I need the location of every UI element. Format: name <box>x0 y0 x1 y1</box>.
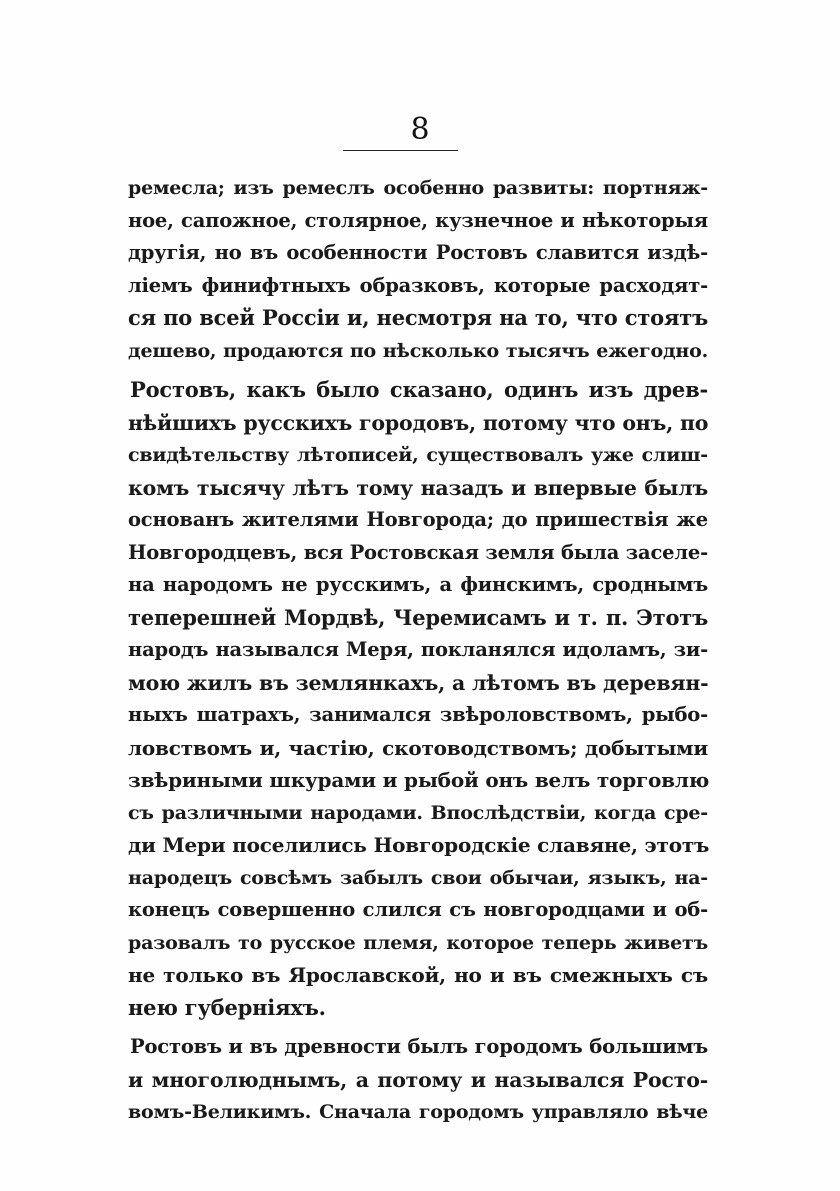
text-line: ныхъ шатрахъ, занимался звѣроловствомъ, рыбо- <box>128 703 708 726</box>
text-line: свидѣтельству лѣтописей, существовалъ уже слиш- <box>128 444 708 466</box>
text-line: конецъ совершенно слился съ новгородцами и об- <box>128 898 708 921</box>
text-line: и многолюднымъ, а потому и назывался Росто- <box>128 1067 708 1092</box>
text-line: вомъ-Великимъ. Сначала городомъ управляло вѣче <box>128 1101 708 1123</box>
text-line: на народомъ не русскимъ, а финскимъ, сроднымъ <box>128 573 708 596</box>
text-line: другія, но въ особенности Ростовъ славится издѣ- <box>128 241 708 264</box>
body-text <box>128 172 708 1129</box>
paragraph-gap <box>128 367 708 374</box>
text-line: ловствомъ и, частію, скотоводствомъ; добытыми <box>128 735 708 760</box>
text-line: народъ назывался Меря, покланялся идоламъ, зи- <box>128 638 708 661</box>
text-line: комъ тысячу лѣтъ тому назадъ и впервые былъ <box>128 475 708 500</box>
text-line: Ростовъ и въ древности былъ городомъ большимъ <box>130 1035 708 1058</box>
text-line: Ростовъ, какъ было сказано, одинъ изъ древ- <box>130 377 708 402</box>
text-line: ремесла; изъ ремеслъ особенно развиты: портняж- <box>128 177 708 199</box>
text-line: звѣриными шкурами и рыбой онъ велъ торговлю <box>128 768 710 792</box>
text-line: народецъ совсѣмъ забылъ свои обычаи, языкъ, на- <box>128 866 708 889</box>
page-number-rule <box>343 150 458 151</box>
paragraph-gap <box>128 1024 708 1031</box>
text-line: дешево, продаются по нѣсколько тысячъ ежегодно. <box>128 339 708 362</box>
text-line: ся по всей Россіи и, несмотря на то, что стоятъ <box>128 305 708 330</box>
text-line: разовалъ то русское племя, которое теперь живетъ <box>128 931 708 954</box>
text-line: ное, сапожное, столярное, кузнечное и нѣкоторыя <box>128 208 708 232</box>
text-line: ди Мери поселились Новгородскіе славяне, этотъ <box>128 833 710 857</box>
paragraph-2 <box>128 374 708 1024</box>
text-line: ліемъ финифтныхъ образковъ, которые расходят- <box>128 273 708 297</box>
text-line: не только въ Ярославской, но и въ смежныхъ съ <box>128 963 708 987</box>
text-line: основанъ жителями Новгорода; до пришествія же <box>128 508 708 531</box>
text-line: мою жилъ въ землянкахъ, а лѣтомъ въ деревян- <box>128 670 709 695</box>
paragraph-1 <box>128 172 708 367</box>
page-number: 8 <box>410 112 430 147</box>
text-line: Новгородцевъ, вся Ростовская земля была заселе- <box>128 540 708 564</box>
text-line: нею губерніяхъ. <box>128 994 326 1020</box>
text-line: теперешней Мордвѣ, Черемисамъ и т. п. Этотъ <box>128 604 708 630</box>
text-line: съ различными народами. Впослѣдствіи, когда сре- <box>128 801 708 824</box>
text-line: нѣйшихъ русскихъ городовъ, потому что онъ, по <box>128 410 709 435</box>
paragraph-3 <box>128 1031 708 1129</box>
